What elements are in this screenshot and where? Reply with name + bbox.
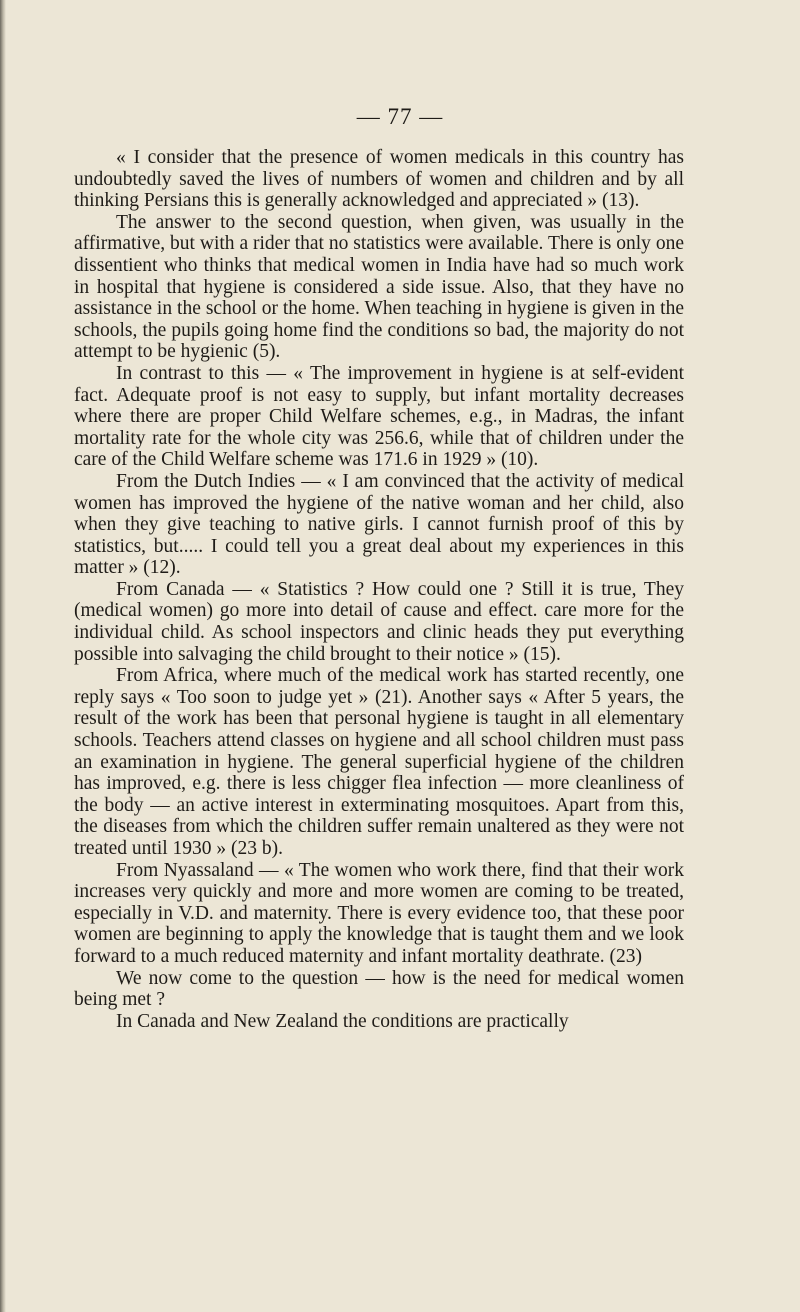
paragraph: The answer to the second question, when given, was usually in the affirmative, but with a rider that no statistics were available. There is only one dissentient who thinks that medical women in India have had so much work in hospital that hygiene is considered a side issue. Also, that they have no assistance in the school or the home. When teaching in hygiene is given in the schools, the pupils going home find the conditions so bad, the majority do not attempt to be hygienic (5).: [74, 211, 684, 363]
paragraph: In contrast to this — « The improvement in hygiene is at self-evident fact. Adequate proof is not easy to supply, but infant mortality decreases where there are proper Child Welfare schemes, e.g., in Madras, the infant mortality rate for the whole city was 256.6, while that of children under the care of the Child Welfare scheme was 171.6 in 1929 » (10).: [74, 362, 684, 471]
paragraph: « I consider that the presence of women medicals in this country has undoubtedly saved the lives of numbers of women and children and by all thinking Persians this is generally acknowledged and appreciated » (13).: [74, 147, 684, 212]
paragraph: We now come to the question — how is the need for medical women being met ?: [74, 967, 684, 1011]
paragraph: From the Dutch Indies — « I am convinced that the activity of medical women has improved the hygiene of the native woman and her child, also when they give teaching to native girls. I cannot furnish proof of this by statistics, but..... I could tell you a great deal about my experiences in this matter » (12).: [74, 470, 684, 579]
page-binding-edge: [0, 0, 6, 1312]
page-number: — 77 —: [356, 104, 444, 129]
paragraph: In Canada and New Zealand the conditions are practically: [116, 1010, 569, 1032]
paragraph: From Nyassaland — « The women who work there, find that their work increases very quickly and more and more women are coming to be treated, especially in V.D. and maternity. There is every evidence too, that these poor women are beginning to apply the knowledge that is taught them and we look forward to a much reduced maternity and infant mortality deathrate. (23): [74, 859, 684, 967]
paragraph: From Canada — « Statistics ? How could one ? Still it is true, They (medical women) go more into detail of cause and effect. care more for the individual child. As school inspectors and clinic heads they put everything possible into salvaging the child brought to their notice » (15).: [74, 578, 684, 665]
paragraph: From Africa, where much of the medical work has started recently, one reply says « Too soon to judge yet » (21). Another says « After 5 years, the result of the work has been that personal hygiene is taught in all elementary schools. Teachers attend classes on hygiene and all school children must pass an examination in hygiene. The general superficial hygiene of the children has improved, e.g. there is less chigger flea infection — more cleanliness of the body — an active interest in exterminating mosquitoes. Apart from this, the diseases from which the children suffer remain unaltered as they were not treated until 1930 » (23 b).: [74, 665, 684, 859]
body-text: [74, 147, 684, 1032]
